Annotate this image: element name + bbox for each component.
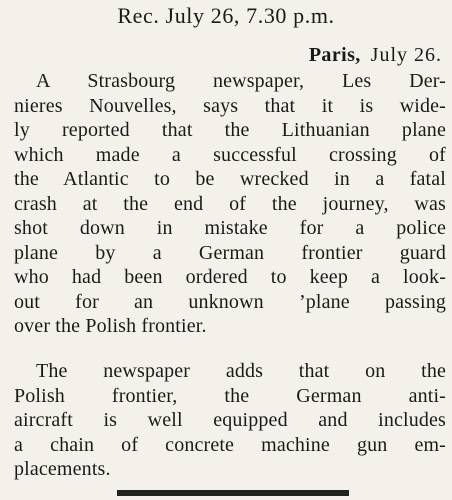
text-line: Polish frontier, the German anti- [14, 384, 446, 407]
received-dateline: Rec. July 26, 7.30 p.m. [117, 3, 335, 28]
text-line: shot down in mistake for a police [14, 217, 446, 239]
text-line: placements. [14, 458, 111, 480]
text-line: over the Polish frontier. [14, 315, 207, 337]
article-paragraph-1 [14, 69, 446, 339]
text-line: who had been ordered to keep a look- [14, 266, 446, 288]
text-line: out for an unknown ’plane passing [14, 290, 446, 313]
text-line: ly reported that the Lithuanian plane [14, 119, 446, 141]
text-line: plane by a German frontier guard [14, 241, 446, 264]
text-line: The newspaper adds that on the [36, 360, 446, 382]
dateline-date: July 26. [370, 44, 442, 66]
text-line: which made a successful crossing of [14, 143, 446, 166]
place-dateline [309, 43, 442, 67]
text-line: A Strasbourg newspaper, Les Der- [36, 70, 446, 92]
text-line: crash at the end of the journey, was [14, 192, 446, 215]
column-divider-rule [117, 490, 349, 496]
text-line: nieres Nouvelles, says that it is wide- [14, 94, 446, 117]
text-line: aircraft is well equipped and includes [14, 409, 446, 431]
dateline-city: Paris, [308, 44, 361, 66]
text-line: the Atlantic to be wrecked in a fatal [14, 168, 446, 190]
article-paragraph-2 [14, 359, 446, 482]
text-line: a chain of concrete machine gun em- [14, 433, 446, 456]
